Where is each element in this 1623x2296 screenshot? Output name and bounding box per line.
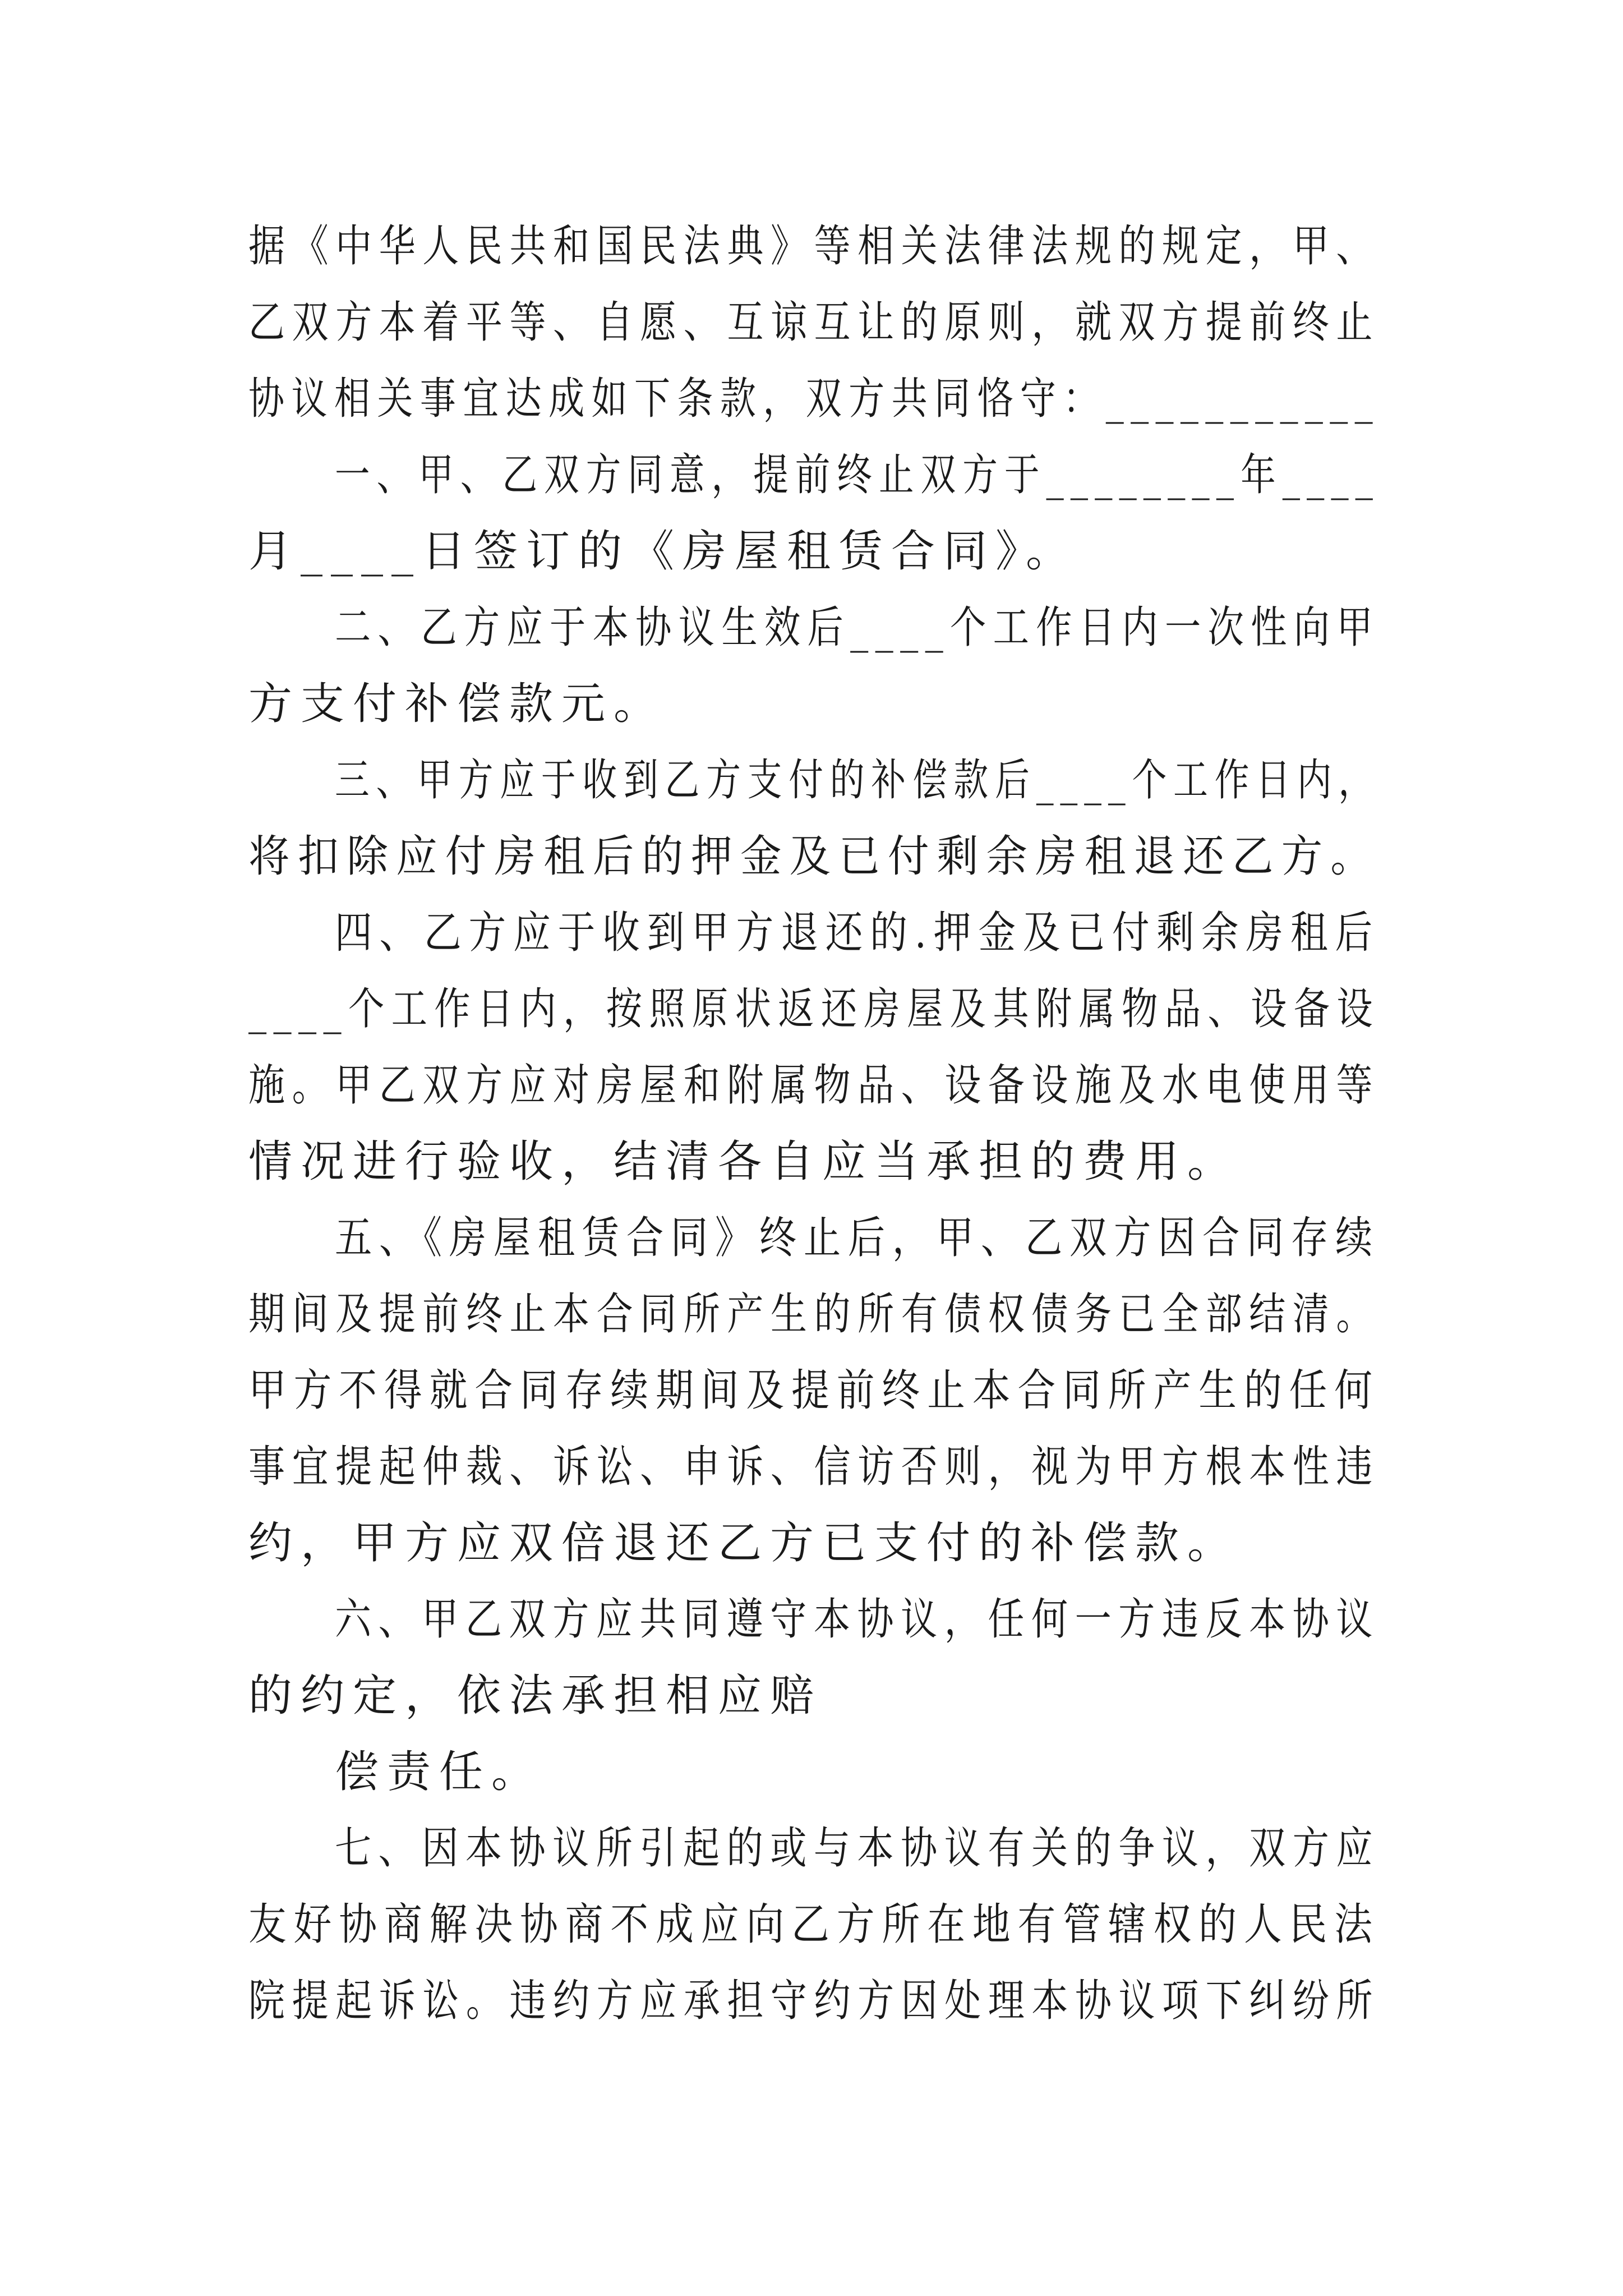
text-line: 甲方不得就合同存续期间及提前终止本合同所产生的任何 — [248, 1365, 1380, 1416]
text-line: 四、乙方应于收到甲方退还的.押金及已付剩余房租后 — [335, 908, 1380, 958]
text-line: 事宜提起仲裁、诉讼、申诉、信访否则，视为甲方根本性违 — [248, 1442, 1380, 1492]
text-line: 期间及提前终止本合同所产生的所有债权债务已全部结清。 — [248, 1289, 1380, 1340]
text-line: 一、甲、乙双方同意，提前终止双方于________年____ — [335, 450, 1380, 500]
text-line: 协议相关事宜达成如下条款，双方共同恪守：___________ — [248, 374, 1380, 424]
text-line: 将扣除应付房租后的押金及已付剩余房租退还乙方。 — [248, 831, 1380, 882]
text-line: 据《中华人民共和国民法典》等相关法律法规的规定，甲、 — [248, 221, 1380, 272]
text-line: 友好协商解决协商不成应向乙方所在地有管辖权的人民法 — [248, 1899, 1380, 1950]
text-line: 的约定，依法承担相应赔 — [248, 1671, 823, 1721]
text-line: 院提起诉讼。违约方应承担守约方因处理本协议项下纠纷所 — [248, 1976, 1380, 2026]
text-line: 乙双方本着平等、自愿、互谅互让的原则，就双方提前终止 — [248, 297, 1380, 348]
text-line: 情况进行验收，结清各自应当承担的费用。 — [248, 1137, 1240, 1187]
text-line: ____个工作日内，按照原状返还房屋及其附属物品、设备设 — [248, 984, 1380, 1034]
text-line: 三、甲方应于收到乙方支付的补偿款后____个工作日内， — [335, 755, 1380, 806]
text-line: 月____日签订的《房屋租赁合同》。 — [248, 526, 1078, 577]
text-line: 二、乙方应于本协议生效后____个工作日内一次性向甲 — [335, 602, 1380, 653]
text-line: 五、《房屋租赁合同》终止后，甲、乙双方因合同存续 — [335, 1213, 1380, 1263]
text-line: 方支付补偿款元。 — [248, 679, 666, 729]
text-line: 六、甲乙双方应共同遵守本协议，任何一方违反本协议 — [335, 1594, 1380, 1645]
text-line: 施。甲乙双方应对房屋和附属物品、设备设施及水电使用等 — [248, 1060, 1380, 1111]
text-line: 七、因本协议所引起的或与本协议有关的争议，双方应 — [335, 1823, 1380, 1874]
text-line: 偿责任。 — [335, 1747, 544, 1797]
text-line: 约，甲方应双倍退还乙方已支付的补偿款。 — [248, 1518, 1240, 1568]
